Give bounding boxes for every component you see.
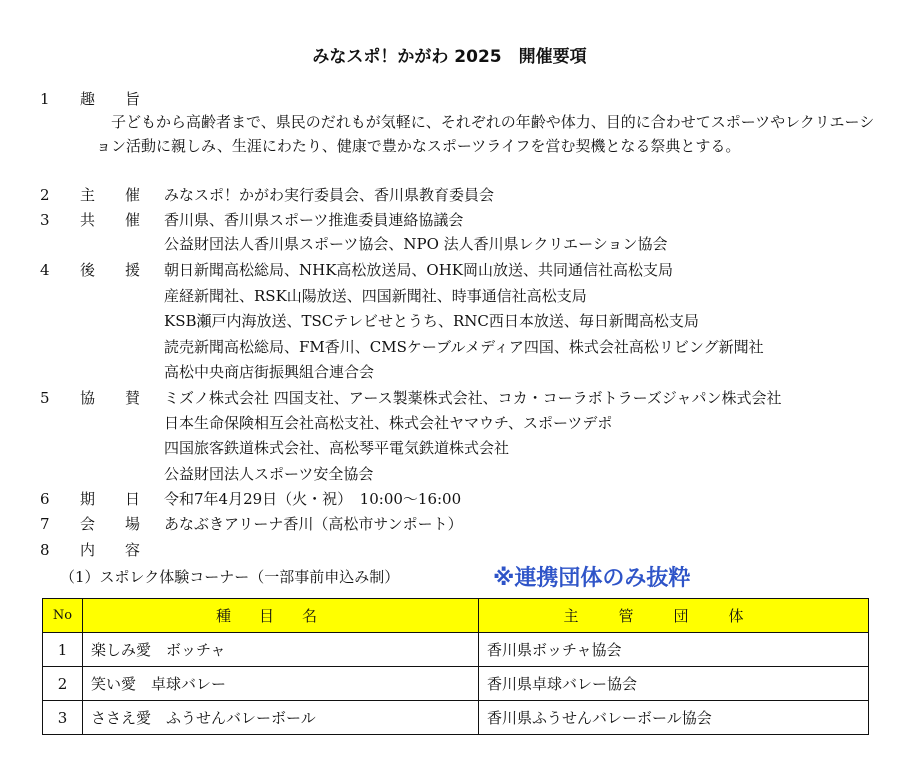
page-title: みなスポ！かがわ 2025 開催要項 bbox=[312, 47, 587, 67]
section-label: 後 援 bbox=[80, 261, 140, 279]
subheading: （1）スポレク体験コーナー（一部事前申込み制） bbox=[60, 568, 400, 586]
row-org: 香川県卓球バレー協会 bbox=[479, 667, 869, 701]
section-number: 4 bbox=[40, 261, 50, 279]
section-sponsor bbox=[0, 386, 899, 410]
header-event: 種目名 bbox=[83, 599, 479, 633]
header-org: 主管団体 bbox=[479, 599, 869, 633]
section-venue bbox=[0, 512, 899, 536]
venue-value: あなぶきアリーナ香川（高松市サンポート） bbox=[164, 515, 463, 533]
section-support bbox=[0, 258, 899, 282]
section-label: 協 賛 bbox=[80, 389, 140, 407]
support-line: KSB瀬戸内海放送、TSCテレビせとうち、RNC西日本放送、毎日新聞高松支局 bbox=[164, 312, 699, 330]
section-number: 8 bbox=[40, 541, 50, 559]
organizer-value: みなスポ！かがわ実行委員会、香川県教育委員会 bbox=[164, 186, 495, 204]
row-no: 1 bbox=[43, 633, 83, 667]
cohost-line: 公益財団法人香川県スポーツ協会、NPO 法人香川県レクリエーション協会 bbox=[164, 235, 668, 253]
row-no: 2 bbox=[43, 667, 83, 701]
header-no: No bbox=[43, 599, 83, 633]
section-number: 2 bbox=[40, 186, 50, 204]
row-event: ささえ愛 ふうせんバレーボール bbox=[83, 701, 479, 735]
cohost-line: 香川県、香川県スポーツ推進委員連絡協議会 bbox=[164, 211, 464, 229]
section-number: 7 bbox=[40, 515, 50, 533]
section-label: 内 容 bbox=[80, 541, 140, 559]
sponsor-line: 四国旅客鉄道株式会社、高松琴平電気鉄道株式会社 bbox=[164, 439, 510, 457]
section-date bbox=[0, 487, 899, 511]
purpose-text: 子どもから高齢者まで、県民のだれもが気軽に、それぞれの年齢や体力、目的に合わせてスポーツやレクリエーション活動に親しみ、生涯にわたり、健康で豊かなスポーツライフを営む契機となる祭典とする。 bbox=[96, 113, 875, 155]
section-label: 会 場 bbox=[80, 515, 140, 533]
support-line: 高松中央商店街振興組合連合会 bbox=[164, 363, 375, 381]
note-callout: ※連携団体のみ抜粋 bbox=[493, 566, 691, 591]
section-number: 5 bbox=[40, 389, 50, 407]
section-number: 3 bbox=[40, 211, 50, 229]
sponsor-line: 公益財団法人スポーツ安全協会 bbox=[164, 465, 374, 483]
date-value: 令和7年4月29日（火・祝） 10:00～16:00 bbox=[164, 490, 462, 508]
sponsor-line: 日本生命保険相互会社高松支社、株式会社ヤマウチ、スポーツデポ bbox=[164, 414, 613, 432]
table-row bbox=[43, 667, 869, 701]
row-org: 香川県ふうせんバレーボール協会 bbox=[479, 701, 869, 735]
support-line: 産経新聞社、RSK山陽放送、四国新聞社、時事通信社高松支局 bbox=[164, 287, 587, 305]
section-content bbox=[0, 538, 899, 562]
support-line: 読売新聞高松総局、FM香川、CMSケーブルメディア四国、株式会社高松リビング新聞社 bbox=[164, 338, 764, 356]
sports-table bbox=[42, 598, 869, 735]
section-cohost bbox=[0, 208, 899, 232]
row-event: 楽しみ愛 ボッチャ bbox=[83, 633, 479, 667]
section-label: 共 催 bbox=[80, 211, 140, 229]
table-header-row bbox=[43, 599, 869, 633]
section-purpose bbox=[0, 87, 899, 111]
section-organizer bbox=[0, 183, 899, 207]
table-row bbox=[43, 701, 869, 735]
section-label: 趣 旨 bbox=[80, 90, 140, 108]
row-no: 3 bbox=[43, 701, 83, 735]
section-number: 1 bbox=[40, 90, 50, 108]
support-line: 朝日新聞高松総局、NHK高松放送局、OHK岡山放送、共同通信社高松支局 bbox=[164, 261, 673, 279]
sponsor-line: ミズノ株式会社 四国支社、アース製薬株式会社、コカ・コーラボトラーズジャパン株式会社 bbox=[164, 389, 782, 407]
section-label: 主 催 bbox=[80, 186, 140, 204]
row-org: 香川県ボッチャ協会 bbox=[479, 633, 869, 667]
row-event: 笑い愛 卓球バレー bbox=[83, 667, 479, 701]
table-row bbox=[43, 633, 869, 667]
section-number: 6 bbox=[40, 490, 50, 508]
section-label: 期 日 bbox=[80, 490, 140, 508]
